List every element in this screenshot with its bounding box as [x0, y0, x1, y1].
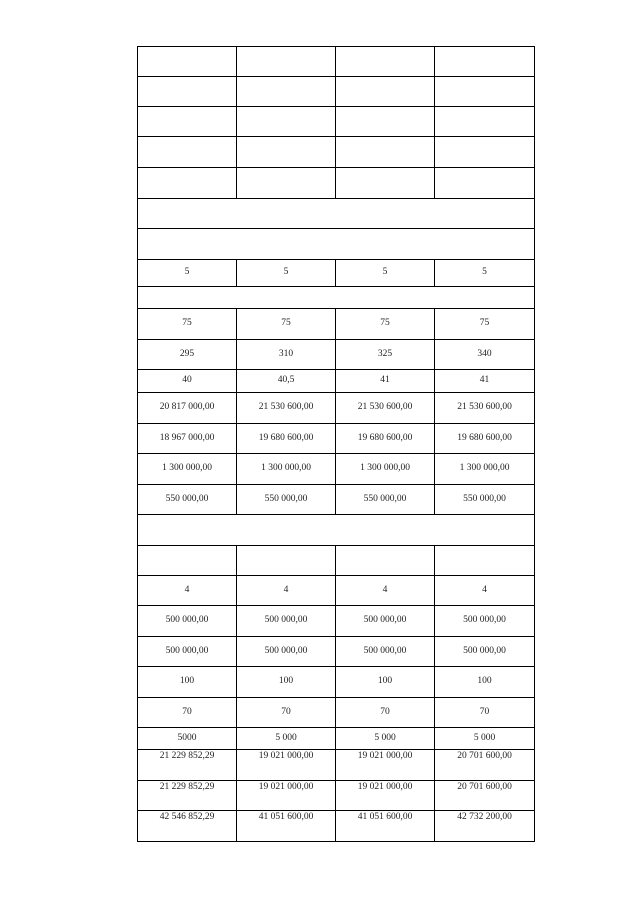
- table-cell: 1 300 000,00: [237, 454, 336, 485]
- table-cell: 5: [237, 260, 336, 287]
- table-cell: [138, 47, 237, 77]
- table-cell: 41: [336, 370, 435, 393]
- table-cell: 70: [435, 698, 535, 728]
- table-cell: 1 300 000,00: [435, 454, 535, 485]
- table-cell: 325: [336, 340, 435, 370]
- table-cell: 40: [138, 370, 237, 393]
- table-cell: 19 680 600,00: [237, 424, 336, 454]
- table-cell: 500 000,00: [336, 637, 435, 667]
- table-cell: 5000: [138, 728, 237, 750]
- table-row: [138, 393, 535, 424]
- table-cell: 1 300 000,00: [138, 454, 237, 485]
- table-row: [138, 340, 535, 370]
- table-row: [138, 107, 535, 137]
- table-cell: [336, 137, 435, 168]
- merged-cell: [138, 515, 535, 546]
- table-row: [138, 137, 535, 168]
- data-table-body: [138, 47, 535, 842]
- table-cell: 4: [336, 576, 435, 606]
- table-cell: 295: [138, 340, 237, 370]
- table-row: [138, 576, 535, 606]
- table-row: [138, 168, 535, 199]
- table-cell: 75: [138, 309, 237, 340]
- merged-cell: [138, 199, 535, 229]
- table-row: [138, 47, 535, 77]
- table-cell: 19 021 000,00: [237, 750, 336, 781]
- table-cell: 4: [237, 576, 336, 606]
- table-cell: 19 021 000,00: [336, 750, 435, 781]
- table-cell: 19 021 000,00: [336, 781, 435, 811]
- table-cell: [138, 77, 237, 107]
- data-table: [137, 46, 535, 842]
- table-cell: 20 701 600,00: [435, 781, 535, 811]
- table-cell: 20 701 600,00: [435, 750, 535, 781]
- table-cell: 75: [237, 309, 336, 340]
- table-cell: 21 530 600,00: [237, 393, 336, 424]
- table-cell: 500 000,00: [435, 606, 535, 637]
- table-row: [138, 370, 535, 393]
- table-row: [138, 515, 535, 546]
- table-cell: 550 000,00: [336, 485, 435, 515]
- table-cell: [138, 137, 237, 168]
- table-cell: [237, 107, 336, 137]
- table-cell: 550 000,00: [435, 485, 535, 515]
- table-cell: 4: [435, 576, 535, 606]
- table-cell: 4: [138, 576, 237, 606]
- table-row: [138, 811, 535, 842]
- table-cell: 100: [435, 667, 535, 698]
- table-cell: 41 051 600,00: [237, 811, 336, 842]
- table-cell: 40,5: [237, 370, 336, 393]
- table-cell: 42 732 200,00: [435, 811, 535, 842]
- table-cell: [435, 546, 535, 576]
- table-row: [138, 728, 535, 750]
- table-cell: [435, 77, 535, 107]
- table-cell: 500 000,00: [336, 606, 435, 637]
- table-row: [138, 546, 535, 576]
- table-row: [138, 77, 535, 107]
- table-row: [138, 309, 535, 340]
- table-row: [138, 260, 535, 287]
- table-cell: [435, 137, 535, 168]
- table-row: [138, 199, 535, 229]
- table-cell: 41 051 600,00: [336, 811, 435, 842]
- merged-cell: [138, 287, 535, 309]
- table-cell: 550 000,00: [138, 485, 237, 515]
- table-cell: 41: [435, 370, 535, 393]
- table-cell: 5 000: [336, 728, 435, 750]
- table-cell: [336, 168, 435, 199]
- table-cell: 5: [336, 260, 435, 287]
- table-cell: [138, 107, 237, 137]
- table-cell: 5: [138, 260, 237, 287]
- table-cell: 21 530 600,00: [336, 393, 435, 424]
- table-cell: 20 817 000,00: [138, 393, 237, 424]
- table-cell: [336, 107, 435, 137]
- table-cell: 19 680 600,00: [435, 424, 535, 454]
- table-row: [138, 229, 535, 260]
- table-row: [138, 667, 535, 698]
- table-cell: [435, 107, 535, 137]
- table-cell: [237, 77, 336, 107]
- table-row: [138, 637, 535, 667]
- table-cell: 18 967 000,00: [138, 424, 237, 454]
- table-row: [138, 606, 535, 637]
- table-cell: 21 229 852,29: [138, 750, 237, 781]
- table-cell: 550 000,00: [237, 485, 336, 515]
- merged-cell: [138, 229, 535, 260]
- table-cell: 21 530 600,00: [435, 393, 535, 424]
- table-cell: [237, 168, 336, 199]
- table-cell: 500 000,00: [435, 637, 535, 667]
- table-cell: 500 000,00: [237, 606, 336, 637]
- table-cell: [336, 77, 435, 107]
- table-cell: [435, 47, 535, 77]
- table-cell: 75: [336, 309, 435, 340]
- table-cell: 75: [435, 309, 535, 340]
- table-row: [138, 485, 535, 515]
- table-cell: [336, 546, 435, 576]
- table-cell: 500 000,00: [237, 637, 336, 667]
- table-cell: [138, 546, 237, 576]
- table-cell: 19 021 000,00: [237, 781, 336, 811]
- table-cell: 340: [435, 340, 535, 370]
- table-row: [138, 781, 535, 811]
- table-cell: 100: [336, 667, 435, 698]
- table-cell: 70: [336, 698, 435, 728]
- table-cell: [435, 168, 535, 199]
- table-cell: 21 229 852,29: [138, 781, 237, 811]
- table-cell: 500 000,00: [138, 606, 237, 637]
- table-cell: [138, 168, 237, 199]
- table-row: [138, 287, 535, 309]
- table-cell: 500 000,00: [138, 637, 237, 667]
- table-cell: [237, 47, 336, 77]
- table-cell: 70: [237, 698, 336, 728]
- table-cell: 5 000: [435, 728, 535, 750]
- table-cell: [237, 546, 336, 576]
- table-row: [138, 698, 535, 728]
- table-cell: 70: [138, 698, 237, 728]
- table-row: [138, 424, 535, 454]
- table-cell: 5: [435, 260, 535, 287]
- table-cell: 100: [237, 667, 336, 698]
- table-cell: 19 680 600,00: [336, 424, 435, 454]
- table-cell: 42 546 852,29: [138, 811, 237, 842]
- table-cell: [237, 137, 336, 168]
- table-cell: 100: [138, 667, 237, 698]
- table-row: [138, 750, 535, 781]
- table-cell: 1 300 000,00: [336, 454, 435, 485]
- table-cell: 310: [237, 340, 336, 370]
- table-cell: [336, 47, 435, 77]
- table-row: [138, 454, 535, 485]
- table-cell: 5 000: [237, 728, 336, 750]
